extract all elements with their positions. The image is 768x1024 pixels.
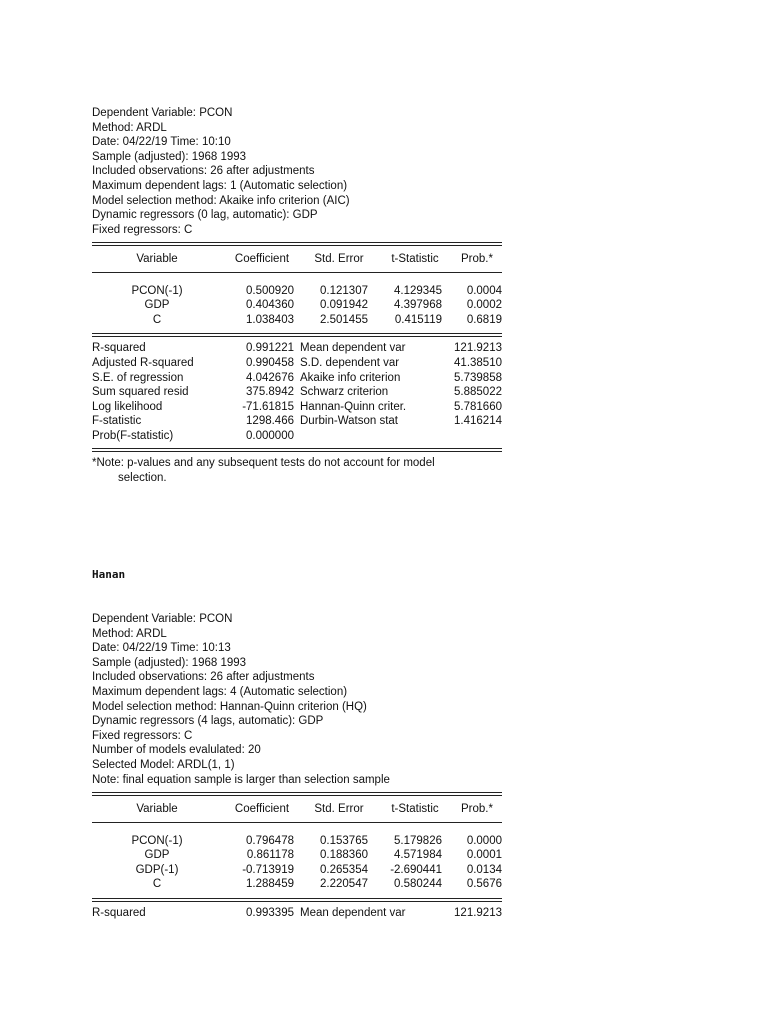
variable-cell: C: [152, 878, 162, 891]
footnote: [92, 456, 512, 485]
std-error-cell: 0.153765: [320, 834, 368, 847]
stat-label: Adjusted R-squared: [92, 356, 194, 369]
t-statistic-cell: 4.129345: [394, 284, 442, 297]
stat-value: 0.993395: [246, 906, 294, 919]
stat-label: Mean dependent var: [300, 906, 406, 919]
stat-label: Sum squared resid: [92, 386, 189, 399]
col-header-t-statistic: t-Statistic: [391, 253, 439, 265]
table-row: [92, 848, 502, 863]
prob-cell: 0.6819: [466, 313, 502, 326]
header-line: Dynamic regressors (4 lags, automatic): GDP: [92, 715, 324, 728]
stat-label: R-squared: [92, 906, 146, 919]
header-line: Model selection method: Hannan-Quinn criterion (HQ): [92, 700, 367, 713]
stat-value: 5.885022: [454, 386, 502, 399]
stat-value: 121.9213: [454, 342, 502, 355]
prob-cell: 0.5676: [466, 878, 502, 891]
variable-cell: PCON(-1): [131, 834, 183, 847]
header-line: Dependent Variable: PCON: [92, 107, 233, 119]
col-header-std-error: Std. Error: [314, 253, 364, 265]
table-row: [92, 298, 502, 313]
stat-value: 0.991221: [246, 342, 294, 355]
variable-cell: GDP(-1): [135, 863, 179, 876]
table-row: [92, 834, 502, 849]
t-statistic-cell: 0.415119: [394, 313, 442, 326]
coefficient-table-1: [92, 242, 502, 452]
stat-label: Schwarz criterion: [300, 386, 389, 399]
col-header-std-error: Std. Error: [314, 803, 364, 815]
coefficient-cell: 0.404360: [246, 299, 294, 312]
coefficient-cell: -0.713919: [242, 863, 294, 876]
table-top-rule: [92, 242, 502, 246]
regression-header-1: [92, 106, 502, 237]
stat-value: 41.38510: [454, 356, 502, 369]
stat-value: 5.739858: [454, 371, 502, 384]
header-line: Model selection method: Akaike info criterion (AIC): [92, 194, 350, 207]
table-header-row: [92, 802, 502, 817]
header-line: Included observations: 26 after adjustments: [92, 671, 315, 684]
header-line: Method: ARDL: [92, 627, 167, 640]
col-header-prob: Prob.*: [461, 253, 493, 265]
prob-cell: 0.0000: [466, 834, 502, 847]
t-statistic-cell: 0.580244: [394, 878, 442, 891]
header-line: Selected Model: ARDL(1, 1): [92, 758, 235, 771]
stats-row: [92, 414, 502, 429]
stat-label: S.D. dependent var: [300, 356, 400, 369]
col-header-coefficient: Coefficient: [234, 803, 290, 815]
stat-label: F-statistic: [92, 415, 142, 428]
std-error-cell: 2.501455: [320, 313, 368, 326]
stat-value: 121.9213: [454, 906, 502, 919]
prob-cell: 0.0004: [466, 284, 502, 297]
stat-value: 4.042676: [246, 371, 294, 384]
variable-cell: GDP: [144, 299, 170, 312]
coefficient-cell: 0.861178: [246, 849, 294, 862]
stat-label: Mean dependent var: [300, 342, 406, 355]
stat-value: 0.990458: [246, 356, 294, 369]
variable-cell: PCON(-1): [131, 284, 183, 297]
footnote-line: selection.: [118, 471, 167, 484]
footnote-line: *Note: p-values and any subsequent tests do not account for model: [92, 457, 435, 469]
header-line: Maximum dependent lags: 1 (Automatic selection): [92, 179, 348, 192]
header-line: Note: final equation sample is larger than selection sample: [92, 773, 390, 786]
stats-row: [92, 341, 502, 356]
coefficient-table-2: [92, 792, 502, 921]
stats-row: [92, 356, 502, 371]
std-error-cell: 2.220547: [320, 878, 368, 891]
std-error-cell: 0.265354: [320, 863, 368, 876]
prob-cell: 0.0002: [466, 299, 502, 312]
coefficient-cell: 1.288459: [246, 878, 294, 891]
stat-label: Prob(F-statistic): [92, 429, 174, 442]
stats-row: [92, 906, 502, 921]
header-line: Date: 04/22/19 Time: 10:13: [92, 642, 231, 655]
col-header-coefficient: Coefficient: [234, 253, 290, 265]
table-top-rule: [92, 792, 502, 796]
table-row: [92, 284, 502, 299]
stat-value: 5.781660: [454, 400, 502, 413]
table-row: [92, 313, 502, 328]
header-line: Included observations: 26 after adjustments: [92, 165, 315, 178]
std-error-cell: 0.188360: [320, 849, 368, 862]
header-line: Fixed regressors: C: [92, 729, 193, 742]
header-line: Maximum dependent lags: 4 (Automatic selection): [92, 685, 348, 698]
col-header-variable: Variable: [136, 253, 178, 265]
coefficient-cell: 0.796478: [246, 834, 294, 847]
stat-label: Hannan-Quinn criter.: [300, 400, 407, 413]
section-title: Hanan: [92, 568, 126, 581]
stat-value: 1298.466: [246, 415, 294, 428]
stat-label: R-squared: [92, 342, 146, 355]
t-statistic-cell: 4.397968: [394, 299, 442, 312]
t-statistic-cell: -2.690441: [390, 863, 442, 876]
regression-header-2: [92, 612, 502, 787]
stat-label: Akaike info criterion: [300, 371, 401, 384]
t-statistic-cell: 5.179826: [394, 834, 442, 847]
header-line: Sample (adjusted): 1968 1993: [92, 150, 247, 163]
std-error-cell: 0.091942: [320, 299, 368, 312]
table-row: [92, 877, 502, 892]
header-line: Number of models evalulated: 20: [92, 744, 261, 757]
stat-label: S.E. of regression: [92, 371, 184, 384]
table-header-row: [92, 252, 502, 267]
header-line: Fixed regressors: C: [92, 223, 193, 236]
header-line: Date: 04/22/19 Time: 10:10: [92, 136, 231, 149]
table-row: [92, 863, 502, 878]
coefficient-cell: 0.500920: [246, 284, 294, 297]
col-header-variable: Variable: [136, 803, 178, 815]
stat-value: 1.416214: [454, 415, 502, 428]
variable-cell: C: [152, 313, 162, 326]
prob-cell: 0.0001: [466, 849, 502, 862]
header-line: Method: ARDL: [92, 121, 167, 134]
table-bottom-rule: [92, 448, 502, 452]
stats-row: [92, 400, 502, 415]
stats-row: [92, 371, 502, 386]
col-header-prob: Prob.*: [461, 803, 493, 815]
stat-label: Durbin-Watson stat: [300, 415, 398, 428]
header-line: Dependent Variable: PCON: [92, 613, 233, 625]
col-header-t-statistic: t-Statistic: [391, 803, 439, 815]
stats-row: [92, 385, 502, 400]
stat-label: Log likelihood: [92, 400, 163, 413]
stat-value: -71.61815: [242, 400, 294, 413]
stat-value: 0.000000: [246, 429, 294, 442]
coefficient-cell: 1.038403: [246, 313, 294, 326]
header-line: Dynamic regressors (0 lag, automatic): GDP: [92, 209, 318, 222]
variable-cell: GDP: [144, 849, 170, 862]
header-line: Sample (adjusted): 1968 1993: [92, 656, 247, 669]
t-statistic-cell: 4.571984: [394, 849, 442, 862]
std-error-cell: 0.121307: [320, 284, 368, 297]
prob-cell: 0.0134: [466, 863, 502, 876]
stat-value: 375.8942: [246, 386, 294, 399]
stats-row: [92, 429, 502, 444]
